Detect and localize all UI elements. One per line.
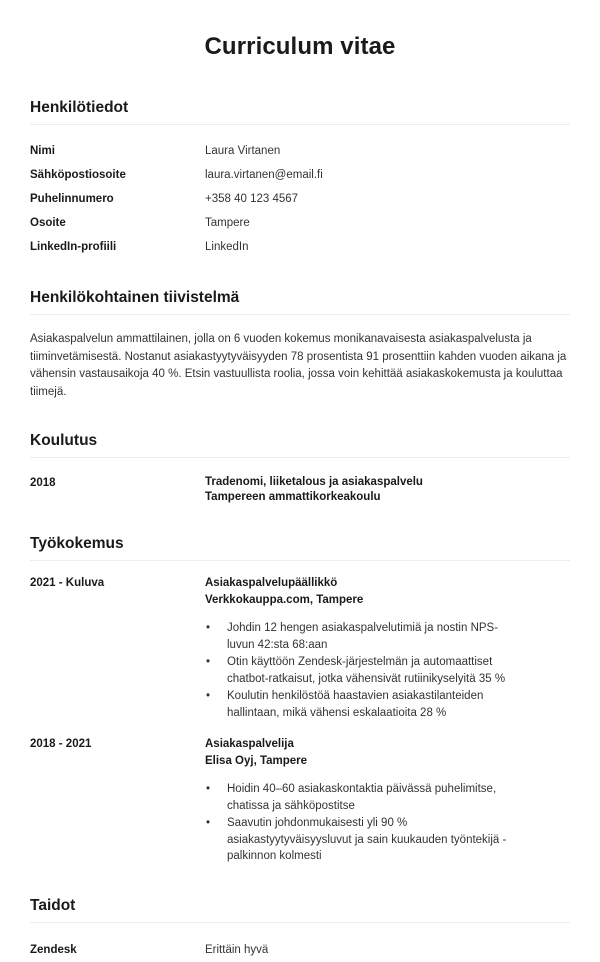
- work-achievements-list: [205, 781, 510, 865]
- education-institution: Tampereen ammattikorkeakoulu: [205, 491, 381, 503]
- personal-info-value: Laura Virtanen: [205, 145, 281, 157]
- work-employer: Elisa Oyj, Tampere: [205, 755, 308, 767]
- work-achievement-item: • Johdin 12 hengen asiakaspalvelutimiä ja nostin NPS-luvun 42:sta 68:aan: [205, 620, 510, 653]
- section-divider: [30, 922, 570, 923]
- skills-list: [30, 938, 570, 962]
- work-details: [205, 575, 570, 722]
- section-divider: [30, 124, 570, 125]
- work-period: 2021 - Kuluva: [30, 577, 105, 589]
- personal-info-label: Osoite: [30, 217, 66, 229]
- work-period: 2018 - 2021: [30, 738, 92, 750]
- section-divider: [30, 314, 570, 315]
- work-achievement-item: • Saavutin johdonmukaisesti yli 90 % asiakastyytyväisyysluvut ja sain kuukauden työntekijä -palkinnon kolmesti: [205, 815, 510, 865]
- section-heading-education: Koulutus: [30, 432, 98, 449]
- personal-info-list: [30, 139, 570, 259]
- work-entry: [30, 575, 570, 722]
- section-divider: [30, 457, 570, 458]
- section-divider: [30, 560, 570, 561]
- personal-info-value: Tampere: [205, 217, 250, 229]
- personal-info-row: [30, 211, 570, 235]
- section-heading-personal-info: Henkilötiedot: [30, 99, 129, 116]
- personal-info-label: Sähköpostiosoite: [30, 169, 126, 181]
- linkedin-profile-link[interactable]: LinkedIn: [205, 241, 249, 253]
- section-heading-summary: Henkilökohtainen tiivistelmä: [30, 289, 240, 306]
- personal-info-row: [30, 187, 570, 211]
- education-entry: [30, 475, 570, 505]
- work-entry: [30, 736, 570, 866]
- work-job-title: Asiakaspalvelupäällikkö: [205, 577, 338, 589]
- work-job-title: Asiakaspalvelija: [205, 738, 294, 750]
- section-heading-work-experience: Työkokemus: [30, 535, 124, 552]
- education-degree: Tradenomi, liiketalous ja asiakaspalvelu: [205, 476, 423, 488]
- personal-info-row: [30, 235, 570, 259]
- section-heading-skills: Taidot: [30, 896, 76, 914]
- section-personal-info: [30, 98, 570, 259]
- skill-row: [30, 938, 570, 962]
- skill-level: Erittäin hyvä: [205, 943, 269, 956]
- summary-paragraph: Asiakaspalvelun ammattilainen, jolla on 6 vuoden kokemus monikanavaisesta asiakaspalvelusta ja tiiminvetämisestä. Nostanut asiakastyytyväisyyden 78 prosentista 91 prosenttiin kahden vuoden aikana ja vähensin vastausaikoja 40 %. Etsin vastuullista roolia, jossa voin kehittää asiakaskokemusta ja kouluttaa tiimejä.: [30, 333, 567, 398]
- section-skills: [30, 896, 570, 962]
- personal-info-value: +358 40 123 4567: [205, 193, 299, 205]
- section-work-experience: [30, 534, 570, 866]
- personal-info-label: Puhelinnumero: [30, 193, 114, 205]
- work-achievement-item: • Otin käyttöön Zendesk-järjestelmän ja automaattiset chatbot-ratkaisut, jotka vähensivät rutiinikyselyitä 35 %: [205, 654, 510, 687]
- personal-info-label: LinkedIn-profiili: [30, 241, 117, 253]
- education-details: [205, 475, 570, 505]
- personal-info-value: laura.virtanen@email.fi: [205, 169, 323, 181]
- personal-info-row: [30, 163, 570, 187]
- work-details: [205, 736, 570, 866]
- work-achievements-list: [205, 620, 510, 721]
- work-achievement-item: • Hoidin 40–60 asiakaskontaktia päivässä puhelimitse, chatissa ja sähköpostitse: [205, 781, 510, 814]
- work-employer: Verkkokauppa.com, Tampere: [205, 594, 364, 606]
- work-achievement-item: • Koulutin henkilöstöä haastavien asiakastilanteiden hallintaan, mikä vähensi eskalaatioita 28 %: [205, 688, 510, 721]
- section-education: [30, 431, 570, 505]
- education-period: 2018: [30, 477, 56, 489]
- personal-info-row: [30, 139, 570, 163]
- page-title: Curriculum vitae: [204, 33, 396, 60]
- skill-name: Zendesk: [30, 943, 77, 956]
- personal-info-label: Nimi: [30, 145, 55, 157]
- section-summary: [30, 288, 570, 401]
